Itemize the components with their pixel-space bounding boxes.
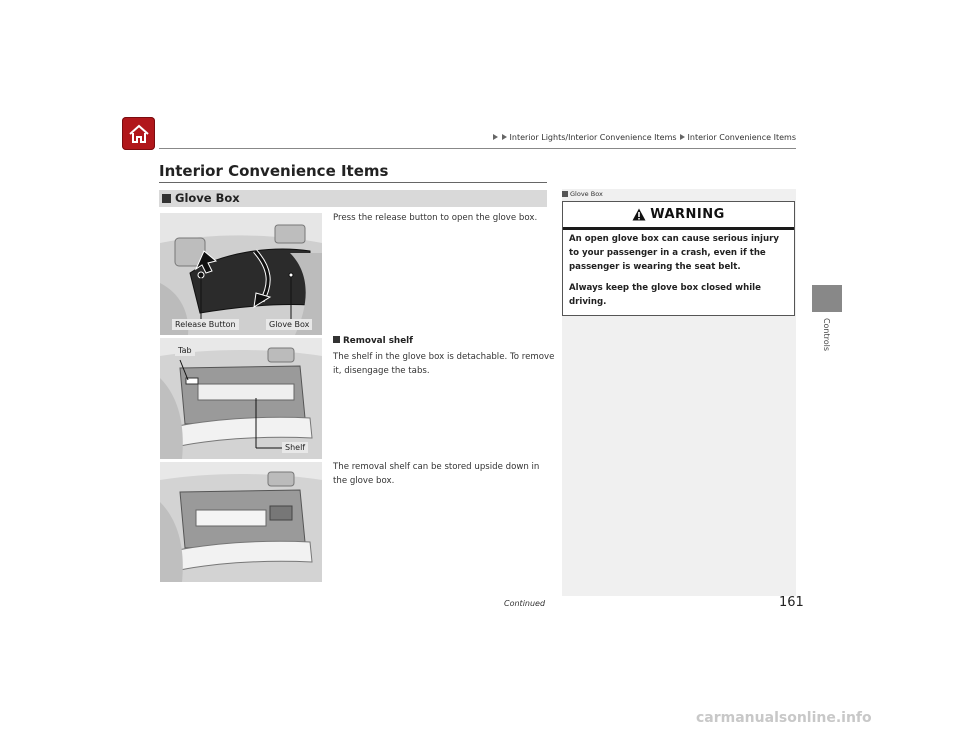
subsection-heading: Removal shelf [333,336,413,346]
warning-label: WARNING [650,207,725,222]
shelf-stored-illustration [160,462,322,582]
warning-icon [632,208,646,221]
figure-shelf-stored [160,462,322,582]
paragraph-open-glove-box: Press the release button to open the glove box. [333,213,538,223]
callout-tab: Tab [175,345,195,356]
paragraph-removal-shelf: The shelf in the glove box is detachable. To remove it, disengage the tabs. [333,352,555,376]
note-ref-icon [562,191,568,197]
paragraph-store-shelf: The removal shelf can be stored upside down in the glove box. [333,462,540,486]
home-icon [127,123,151,145]
warning-text [569,232,791,316]
section-header: Glove Box [159,190,547,207]
page-number: 161 [779,595,804,610]
callout-shelf: Shelf [282,442,308,453]
subsection-bullet-icon [333,336,340,343]
figure-glove-box-open [160,213,322,335]
glove-box-illustration [160,213,322,335]
watermark: carmanualsonline.info [696,710,872,726]
home-button[interactable] [122,117,155,150]
breadcrumb-arrow-icon [502,134,507,140]
callout-glove-box: Glove Box [266,319,312,330]
chapter-tab[interactable] [812,285,842,312]
shelf-illustration [160,338,322,459]
breadcrumb-arrow-icon [680,134,685,140]
warning-paragraph: An open glove box can cause serious injury to your passenger in a crash, even if the passenger is wearing the seat belt. [569,234,779,272]
breadcrumb-item-current[interactable]: Interior Convenience Items [687,132,796,142]
figure-removal-shelf [160,338,322,459]
breadcrumb [476,131,796,143]
breadcrumb-item[interactable]: Interior Lights/Interior Convenience Items [509,132,677,142]
header-divider [159,148,796,149]
note-title: Glove Box [562,190,603,198]
warning-paragraph: Always keep the glove box closed while driving. [569,283,761,307]
continued-label: Continued [504,599,546,608]
warning-box [562,201,795,316]
chapter-tab-label[interactable]: Controls [822,317,832,351]
breadcrumb-arrow-icon [493,134,498,140]
warning-header [563,202,794,230]
section-bullet-icon [162,194,171,203]
page-title: Interior Convenience Items [159,162,389,180]
title-divider [159,182,547,183]
callout-release-button: Release Button [172,319,239,330]
